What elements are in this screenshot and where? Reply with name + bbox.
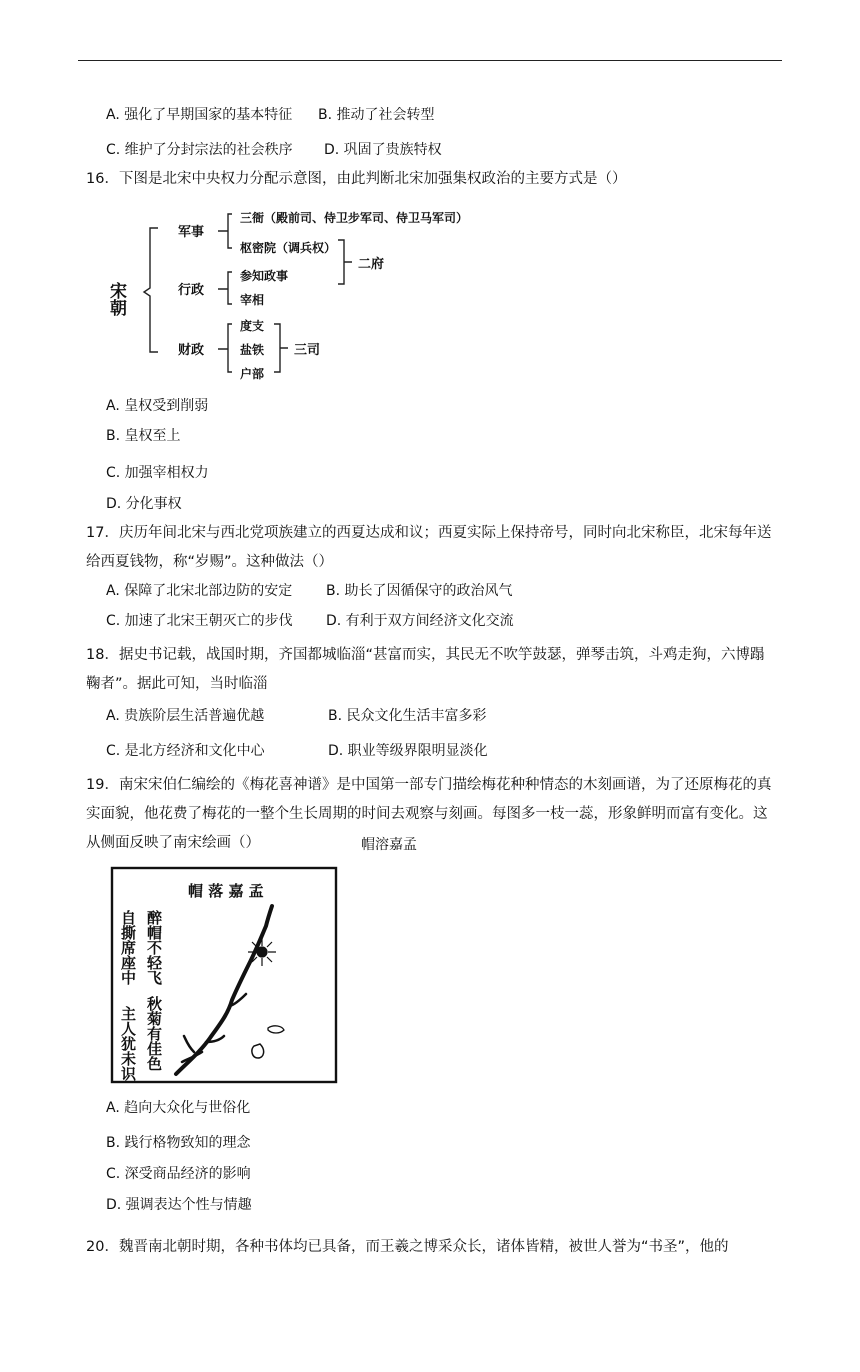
woodcut-poem-col-3: 自撕席座中 [119,910,137,985]
q19-stem: 19．南宋宋伯仁编绘的《梅花喜神谱》是中国第一部专门描绘梅花种种情态的木刻画谱，为了还原梅花的真实面貌，他花费了梅花的一整个生长周期的时间去观察与刻画。每图多一枝一蕊，形象鲜明而富有变化。这从侧面反映了南宋绘画（） [86,777,772,851]
q17-option-d: D. 有利于双方间经济文化交流 [326,613,514,629]
finance-item-duzhi: 度支 [240,319,265,333]
finance-item-hubu: 户部 [240,367,265,381]
woodcut-poem-col-2: 秋菊有佳色 [145,996,163,1071]
q18-option-c: C. 是北方经济和文化中心 [106,743,265,759]
q19-option-d: D. 强调表达个性与情趣 [106,1197,252,1213]
branch-finance: 财政 [178,343,205,358]
q15-option-c: C. 维护了分封宗法的社会秩序 [106,142,293,158]
song-power-diagram [106,200,470,385]
q18-stem: 18．据史书记载，战国时期，齐国都城临淄“甚富而实，其民无不吹竽鼓瑟，弹琴击筑，斗鸡走狗，六博蹋鞠者”。据此可知，当时临淄 [86,647,765,692]
group-sansi: 三司 [294,343,321,358]
diagram-root: 宋朝 [106,282,126,316]
q19-option-c: C. 深受商品经济的影响 [106,1166,251,1182]
branch-admin: 行政 [178,283,205,298]
q18-option-b: B. 民众文化生活丰富多彩 [328,708,487,724]
branch-military: 军事 [178,225,205,240]
military-item-sanya: 三衙（殿前司、侍卫步军司、侍卫马军司） [240,211,469,225]
woodcut-poem-col-4: 主人犹未识 [119,1006,137,1081]
q19-option-a: A. 趋向大众化与世俗化 [106,1100,251,1116]
q16-option-a: A. 皇权受到削弱 [106,398,209,414]
q17-stem: 17．庆历年间北宋与西北党项族建立的西夏达成和议；西夏实际上保持帝号，同时向北宋称臣，北宋每年送给西夏钱物，称“岁赐”。这种做法（） [86,525,772,570]
header-rule [78,60,782,61]
admin-item-canzhi: 参知政事 [240,269,289,283]
q16-option-c: C. 加强宰相权力 [106,465,209,481]
finance-item-yantie: 盐铁 [240,343,265,357]
woodcut-poem-col-1: 醉帽不轻飞 [145,910,163,985]
q19-option-b: B. 践行格物致知的理念 [106,1135,251,1151]
plum-blossom-woodcut [110,866,338,1084]
q16-option-d: D. 分化事权 [106,496,182,512]
military-item-shumiyuan: 枢密院（调兵权） [240,241,337,255]
q15-option-b: B. 推动了社会转型 [318,107,435,123]
q15-option-d: D. 巩固了贵族特权 [324,142,442,158]
q17-option-b: B. 助长了因循保守的政治风气 [326,583,513,599]
q17-option-c: C. 加速了北宋王朝灭亡的步伐 [106,613,293,629]
q16-stem: 16．下图是北宋中央权力分配示意图，由此判断北宋加强集权政治的主要方式是（） [86,171,627,187]
woodcut-title: 帽 落 嘉 孟 [188,882,264,900]
plum-blossom-drawing [248,938,276,966]
group-erfu: 二府 [358,257,385,272]
q19-caption: 帽溶嘉孟 [361,837,417,853]
q16-option-b: B. 皇权至上 [106,428,181,444]
q17-option-a: A. 保障了北宋北部边防的安定 [106,583,293,599]
q20-stem: 20．魏晋南北朝时期，各种书体均已具备，而王羲之博采众长，诸体皆精，被世人誉为“书圣”，他的 [86,1239,729,1255]
admin-item-zaixiang: 宰相 [240,293,265,307]
q15-option-a: A. 强化了早期国家的基本特征 [106,107,293,123]
q18-option-d: D. 职业等级界限明显淡化 [328,743,488,759]
q18-option-a: A. 贵族阶层生活普遍优越 [106,708,265,724]
